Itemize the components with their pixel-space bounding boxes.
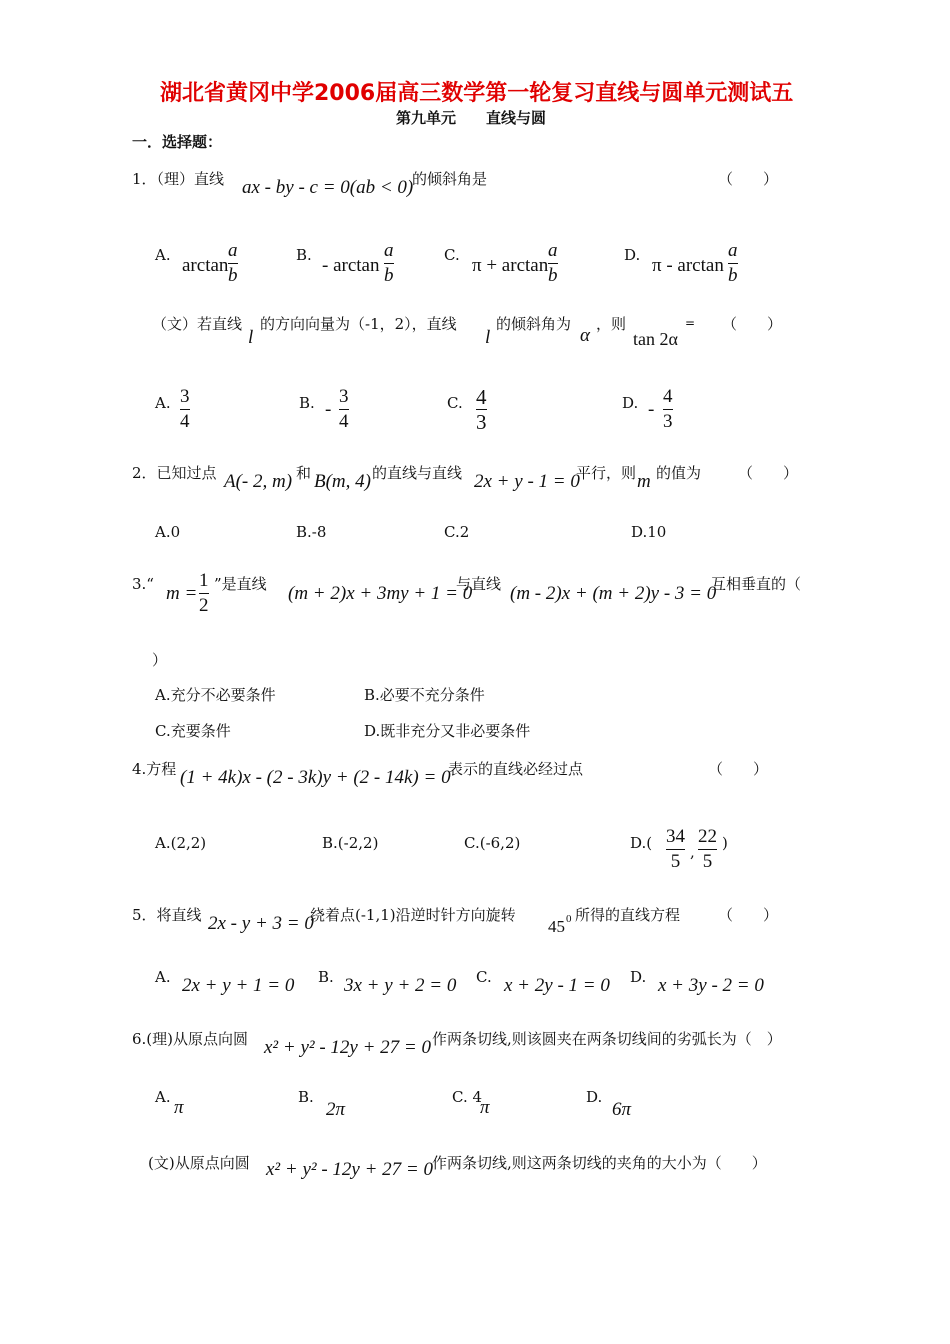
q1-option-d-label: D.	[624, 246, 641, 264]
q1-option-b-text: - arctan	[322, 255, 380, 276]
q5-option-c-label: C.	[476, 968, 492, 986]
q2-m: m	[637, 471, 651, 492]
q6w-expression: x² + y² - 12y + 27 = 0	[266, 1159, 433, 1180]
q4-option-d-fraction-1: 34 5	[666, 826, 685, 872]
section-heading: 一．选择题：	[132, 133, 223, 151]
unit-subtitle: 第九单元 直线与圆	[396, 109, 547, 127]
q1w-option-b-sign: -	[325, 399, 332, 420]
q1-answer-paren: （ ）	[718, 170, 779, 188]
q3-expression-2: (m - 2)x + (m + 2)y - 3 = 0	[510, 583, 717, 604]
q2-answer-paren: （ ）	[738, 464, 799, 482]
q5-expression: 2x - y + 3 = 0	[208, 913, 314, 934]
q5-option-d-label: D.	[630, 968, 647, 986]
q1w-equals: =	[685, 316, 696, 330]
q3-close-paren: ）	[152, 651, 168, 669]
q1-option-a-fraction: a b	[228, 240, 238, 286]
q4-text1: 4.方程	[132, 760, 177, 778]
q1w-alpha: α	[580, 325, 590, 346]
q6-option-c-label: C. 4	[452, 1088, 483, 1106]
q6w-text1: (文)从原点向圆	[148, 1154, 250, 1172]
q3-expression-1: (m + 2)x + 3my + 1 = 0	[288, 583, 473, 604]
q1-option-c-fraction: a b	[548, 240, 558, 286]
q4-option-b: B.(-2,2)	[322, 834, 379, 852]
q2-text2: 和	[296, 464, 312, 482]
q3-text1: 3.“	[132, 575, 154, 593]
q4-option-d-comma: ,	[690, 843, 695, 861]
q4-option-a: A.(2,2)	[155, 834, 207, 852]
q5-option-b-label: B.	[318, 968, 334, 986]
q3-fraction: 1 2	[199, 570, 209, 616]
q5-option-b: 3x + y + 2 = 0	[344, 975, 457, 996]
q3-text2: ”是直线	[214, 575, 267, 593]
q1w-option-d-label: D.	[622, 394, 639, 412]
q1-option-b-fraction: a b	[384, 240, 394, 286]
q3-option-b: B.必要不充分条件	[364, 686, 485, 704]
q4-option-c: C.(-6,2)	[464, 834, 521, 852]
q1w-option-a-fraction: 3 4	[180, 386, 190, 432]
q3-text4: 互相垂直的（	[711, 575, 802, 593]
q1w-option-d-fraction: 4 3	[663, 386, 673, 432]
q6-text2: 作两条切线,则该圆夹在两条切线间的劣弧长为（ ）	[432, 1030, 782, 1048]
q2-expression: 2x + y - 1 = 0	[474, 471, 580, 492]
q2-option-a: A.0	[155, 523, 181, 541]
page-title: 湖北省黄冈中学2006届高三数学第一轮复习直线与圆单元测试五	[160, 81, 794, 106]
q6-option-a-label: A.	[155, 1088, 171, 1106]
q1w-text2: 的方向向量为（-1，2），直线	[260, 315, 457, 333]
q4-text2: 表示的直线必经过点	[448, 760, 584, 778]
q5-option-a-label: A.	[155, 968, 171, 986]
q6-option-c: π	[480, 1097, 490, 1118]
q2-option-d: D.10	[631, 523, 667, 541]
q3-option-a: A.充分不必要条件	[155, 686, 276, 704]
q2-text5: 的值为	[656, 464, 702, 482]
q5-answer-paren: （ ）	[718, 906, 779, 924]
q1w-line-l1: l	[248, 327, 254, 348]
q1-suffix: 的倾斜角是	[412, 170, 488, 188]
q1w-option-b-label: B.	[299, 394, 315, 412]
q2-text1: 2．已知过点	[132, 464, 217, 482]
q1w-answer-paren: （ ）	[722, 315, 783, 333]
q2-option-b: B.-8	[296, 523, 327, 541]
q4-option-d-close: )	[722, 834, 728, 852]
q1-option-c-label: C.	[444, 246, 460, 264]
q6-option-d: 6π	[612, 1099, 632, 1120]
q3-option-d: D.既非充分又非必要条件	[364, 722, 531, 740]
q1-option-b-label: B.	[296, 246, 312, 264]
q1w-text1: （文）若直线	[152, 315, 243, 333]
q1-option-d-fraction: a b	[728, 240, 738, 286]
q6-expression: x² + y² - 12y + 27 = 0	[264, 1037, 431, 1058]
q1-option-a-text: arctan	[182, 255, 229, 276]
q5-degree: 0	[566, 913, 572, 925]
q6-option-d-label: D.	[586, 1088, 603, 1106]
q1w-tan: tan 2α	[633, 329, 678, 349]
q5-option-a: 2x + y + 1 = 0	[182, 975, 295, 996]
q4-answer-paren: （ ）	[708, 760, 769, 778]
q5-text3: 所得的直线方程	[575, 906, 681, 924]
q6-option-b: 2π	[326, 1099, 346, 1120]
q1w-text3: 的倾斜角为	[496, 315, 572, 333]
q5-option-c: x + 2y - 1 = 0	[504, 975, 610, 996]
q2-point-b: B(m, 4)	[314, 471, 371, 492]
q1w-option-c-fraction: 4 3	[476, 385, 487, 434]
q3-text3: 与直线	[456, 575, 502, 593]
q2-text4: 平行，则	[576, 464, 637, 482]
q6-option-b-label: B.	[298, 1088, 314, 1106]
q4-option-d-label: D.(	[630, 834, 653, 852]
q4-expression: (1 + 4k)x - (2 - 3k)y + (2 - 14k) = 0	[180, 767, 451, 788]
q1-option-c-text: π + arctan	[472, 255, 549, 276]
q5-option-d: x + 3y - 2 = 0	[658, 975, 764, 996]
q3-option-c: C.充要条件	[155, 722, 231, 740]
q1w-option-a-label: A.	[155, 394, 171, 412]
q5-text2: 绕着点(-1,1)沿逆时针方向旋转	[310, 906, 516, 924]
q1-expression: ax - by - c = 0(ab < 0)	[242, 177, 414, 198]
q2-option-c: C.2	[444, 523, 470, 541]
q2-text3: 的直线与直线	[372, 464, 463, 482]
q1w-line-l2: l	[485, 327, 491, 348]
q1-prefix: 1．（理）直线	[132, 170, 225, 188]
q1-option-a-label: A.	[155, 246, 171, 264]
q6-text1: 6.(理)从原点向圆	[132, 1030, 249, 1048]
q1w-option-c-label: C.	[447, 394, 463, 412]
q1-option-d-text: π - arctan	[652, 255, 724, 276]
q6-option-a: π	[174, 1097, 184, 1118]
q4-option-d-fraction-2: 22 5	[698, 826, 717, 872]
q1w-text4: ，则	[596, 315, 627, 333]
q3-m-equals: m =	[166, 583, 198, 604]
q2-point-a: A(- 2, m)	[224, 471, 293, 492]
q5-text1: 5．将直线	[132, 906, 202, 924]
q1w-option-d-sign: -	[648, 399, 655, 420]
q6w-text2: 作两条切线,则这两条切线的夹角的大小为（ ）	[432, 1154, 767, 1172]
q5-angle: 45	[548, 917, 565, 936]
q1w-option-b-fraction: 3 4	[339, 386, 349, 432]
